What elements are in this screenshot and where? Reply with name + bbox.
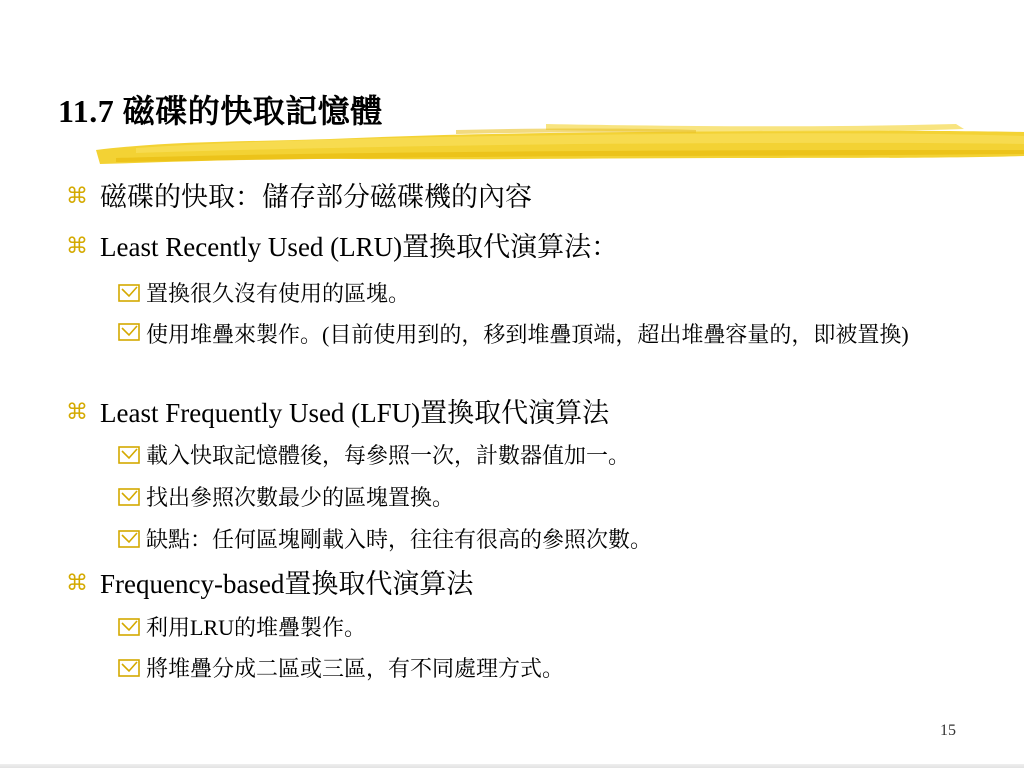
item-text: 置換很久沒有使用的區塊。 [146, 281, 411, 306]
bottom-edge [0, 764, 1024, 768]
item-text: 磁碟的快取：儲存部分磁碟機的內容 [100, 182, 532, 212]
checkbox-check-icon [118, 659, 140, 677]
item-text: 使用堆疊來製作。(目前使用到的，移到堆疊頂端，超出堆疊容量的，即被置換) [146, 322, 909, 347]
item-text: Frequency-based置換取代演算法 [100, 569, 474, 599]
checkbox-check-icon [118, 530, 140, 548]
command-key-icon: ⌘ [66, 184, 88, 209]
checkbox-check-icon [118, 488, 140, 506]
checkbox-check-icon [118, 284, 140, 302]
checkbox-check-icon [118, 618, 140, 636]
slide-title: 11.7 磁碟的快取記憶體 [58, 93, 383, 129]
checkbox-check-icon [118, 323, 140, 341]
command-key-icon: ⌘ [66, 400, 88, 425]
brush-stroke-underline [96, 118, 1024, 170]
item-text: Least Frequently Used (LFU)置換取代演算法 [100, 398, 610, 428]
item-text: Least Recently Used (LRU)置換取代演算法： [100, 232, 619, 262]
command-key-icon: ⌘ [66, 234, 88, 259]
item-text: 利用LRU的堆疊製作。 [146, 615, 367, 640]
item-text: 缺點：任何區塊剛載入時，往往有很高的參照次數。 [146, 527, 653, 552]
command-key-icon: ⌘ [66, 571, 88, 596]
item-text: 找出參照次數最少的區塊置換。 [146, 485, 455, 510]
item-text: 將堆疊分成二區或三區，有不同處理方式。 [146, 656, 565, 681]
checkbox-check-icon [118, 446, 140, 464]
item-text: 載入快取記憶體後，每參照一次，計數器值加一。 [146, 443, 631, 468]
page-number: 15 [940, 722, 956, 739]
